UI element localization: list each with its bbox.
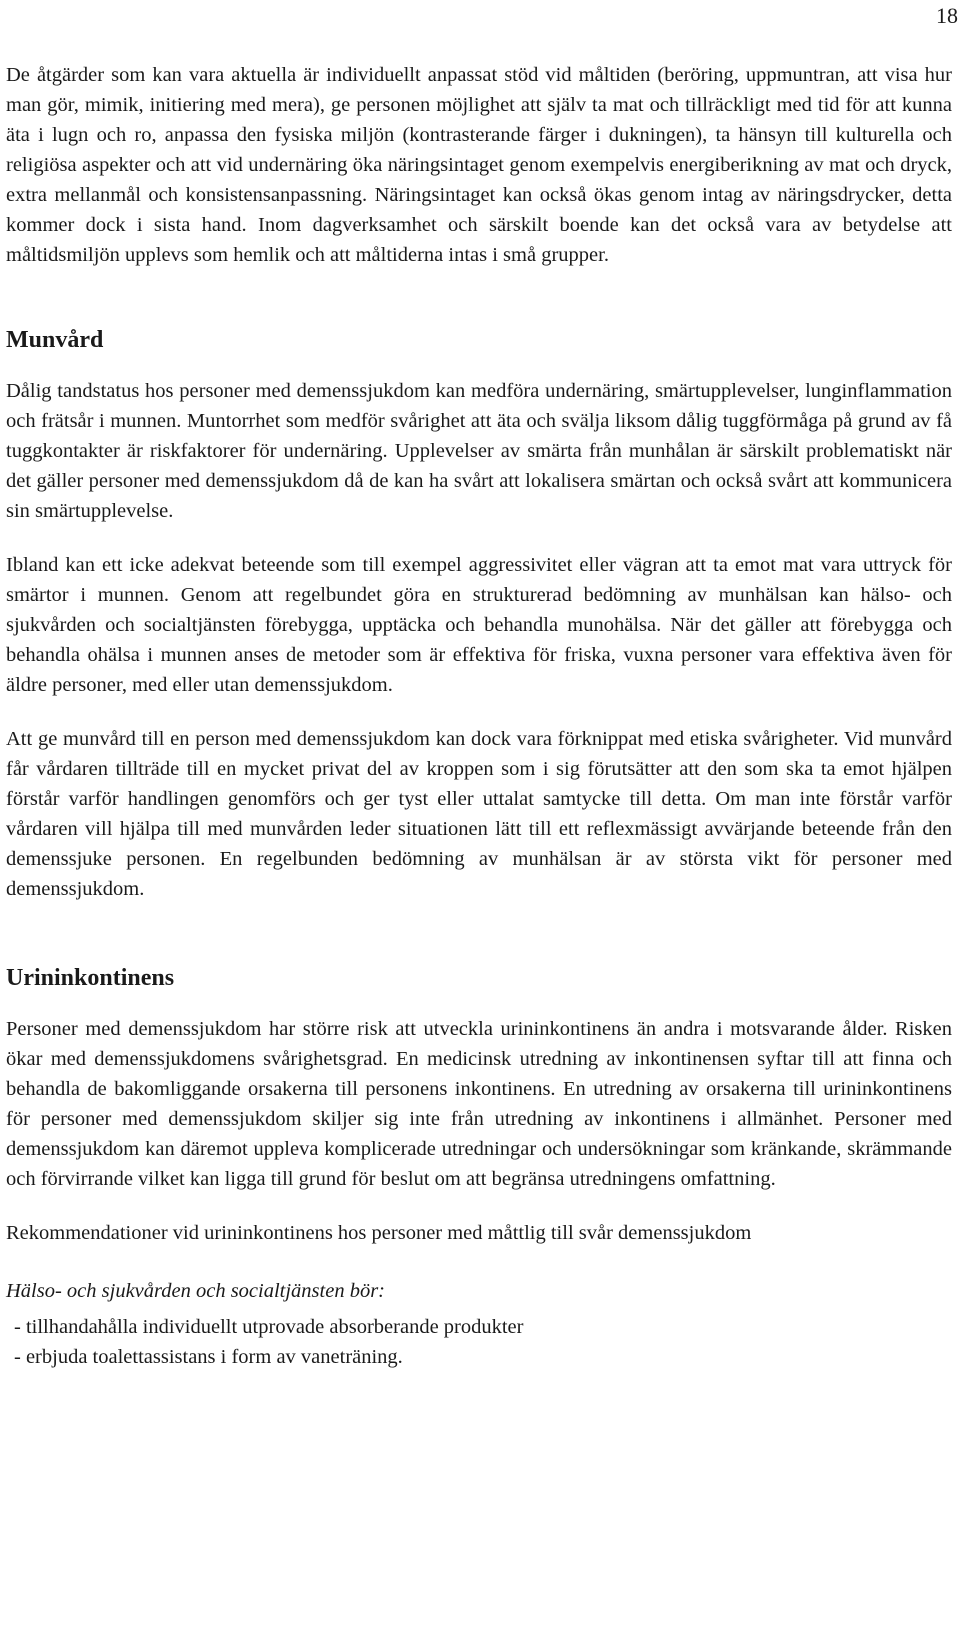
- munvard-paragraph-3: Att ge munvård till en person med demenssjukdom kan dock vara förknippat med etiska svårigheter. Vid munvård får vårdaren tillträde till en mycket privat del av kroppen som i sig förutsätter att den som ska ta emot hjälpen förstår varför handlingen genomförs och ger tyst eller uttalat samtycke till detta. Om man inte förstår varför vårdaren vill hjälpa till med munvården leder situationen lätt till ett reflexmässigt avvärjande beteende från den demenssjuke personen. En regelbunden bedömning av munhälsan är av största vikt för personer med demenssjukdom.: [6, 728, 952, 900]
- section-heading-munvard: Munvård: [6, 327, 104, 353]
- page-content: [6, 60, 952, 1372]
- section-heading-urininkontinens: Urininkontinens: [6, 965, 175, 991]
- recommendation-title: Rekommendationer vid urininkontinens hos personer med måttlig till svår demenssjukdom: [6, 1222, 752, 1244]
- urininkontinens-paragraph: Personer med demenssjukdom har större risk att utveckla urininkontinens än andra i motsvarande ålder. Risken ökar med demenssjukdomens svårighetsgrad. En medicinsk utredning av inkontinensen syftar till att finna och behandla de bakomliggande orsakerna till personens inkontinens. En utredning av orsakerna till urininkontinens för personer med demenssjukdom skiljer sig inte från utredning av inkontinens i allmänhet. Personer med demenssjukdom kan däremot uppleva komplicerade utredningar och undersökningar som kränkande, skrämmande och förvirrande vilket kan ligga till grund för beslut om att begränsa utredningens omfattning.: [6, 1018, 952, 1190]
- recommendation-list: [6, 1312, 952, 1372]
- munvard-paragraph-1: Dålig tandstatus hos personer med demenssjukdom kan medföra undernäring, smärtupplevelser, lunginflammation och frätsår i munnen. Muntorrhet som medför svårighet att äta och svälja liksom dålig tuggförmåga på grund av få tuggkontakter är riskfaktorer för undernäring. Upplevelser av smärta från munhålan är särskilt problematiskt när det gäller personer med demenssjukdom då de kan ha svårt att lokalisera smärtan och också svårt att kommunicera sin smärtupplevelse.: [6, 380, 952, 522]
- munvard-paragraph-2: Ibland kan ett icke adekvat beteende som till exempel aggressivitet eller vägran att ta emot mat vara uttryck för smärtor i munnen. Genom att regelbundet göra en strukturerad bedömning av munhälsan kan hälso- och sjukvården och socialtjänsten förebygga, upptäcka och behandla munohälsa. När det gäller att förebygga och behandla ohälsa i munnen anses de metoder som är effektiva för friska, vuxna personer vara effektiva även för äldre personer, med eller utan demenssjukdom.: [6, 554, 952, 696]
- list-item: - erbjuda toalettassistans i form av vaneträning.: [14, 1346, 403, 1368]
- intro-paragraph: De åtgärder som kan vara aktuella är individuellt anpassat stöd vid måltiden (beröring, uppmuntran, att visa hur man gör, mimik, initiering med mera), ge personen möjlighet att själv ta mat och tillräckligt med tid för att kunna äta i lugn och ro, anpassa den fysiska miljön (kontrasterande färger i dukningen), ta hänsyn till kulturella och religiösa aspekter och att vid undernäring öka näringsintaget genom exempelvis energiberikning av mat och dryck, extra mellanmål och konsistensanpassning. Näringsintaget kan också ökas genom intag av näringsdrycker, detta kommer dock i sista hand. Inom dagverksamhet och särskilt boende kan det också vara av betydelse att måltidsmiljön upplevs som hemlik och att måltiderna intas i små grupper.: [6, 64, 952, 266]
- list-item: - tillhandahålla individuellt utprovade absorberande produkter: [14, 1316, 524, 1338]
- page-number: 18: [936, 3, 958, 28]
- recommendation-lead: Hälso- och sjukvården och socialtjänsten bör:: [6, 1280, 385, 1302]
